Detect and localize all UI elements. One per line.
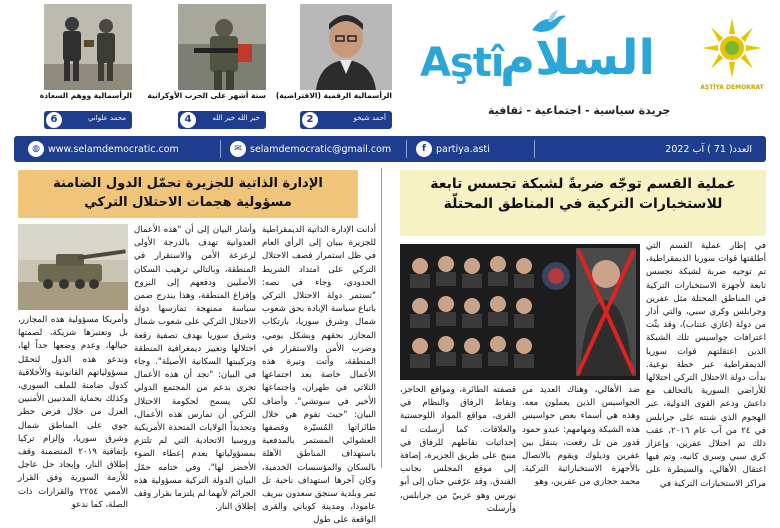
promo-page-number: 4: [180, 112, 196, 128]
promo-card-capitalism-happiness[interactable]: [39, 4, 132, 132]
column-divider: [381, 168, 382, 468]
article-text: وأمريكا مسؤولية هذه المجازر، بل وتعتبرها شريكة، لصمتها حيالها، وعدم وضعها حداً لها، وندعو هذه الدول لتحمّل مسؤولياتهم القانونية والأخلاقية كدول ضامنة للملف السوري، وكذلك بحماية المدنيين الأمنيين العزل من خلال فرض حظر جوي على المناطق شمال وشرق سوريا، وإلزام تركيا بإتفاقية ٢٠١٩ المتضمنة وقف إطلاق النار، وإيجاد حل عاجل للأزمة السورية وفق القرار الأممي ٢٢٥٤ والقرارات ذات الصلة، كما ندعو: [18, 315, 128, 510]
sun-emblem-icon: [700, 14, 764, 84]
promo-author: محمد علواني: [87, 114, 126, 122]
promo-author-bar: [44, 111, 132, 129]
promo-card-ukraine-war[interactable]: [147, 4, 266, 132]
website-link[interactable]: [28, 140, 179, 158]
logo-arabic-text: السلام: [500, 30, 655, 86]
article-left-column-2: [134, 224, 256, 513]
article-text: قصفته الطائرة، ومواقع الحاجز، ونقاط الرفاق والنظام في القرى، مواقع المواد اللوجستية والعلاقات. كما أرسلت له إحداثيات نقاطهم للرفاق في منبج على طريق الجزيرة، إضافة إلى موقع المجلس بجانب الفندق. وقد عرّفني حنان إلى أبو نورس وهو عربيّ من جرابلس، وأرسلت: [400, 385, 516, 514]
article-right-column-3: [400, 384, 516, 514]
newspaper-logo[interactable]: [408, 10, 678, 130]
article-left-column-1: [262, 224, 376, 526]
promo-photo-soldier: [178, 4, 266, 90]
promo-photo-figures: [44, 4, 132, 90]
headline-spy-network[interactable]: عملية القسم توجّه ضربةً لشبكة تجسس تابعة للاستخبارات التركية في المناطق المحتلّة: [400, 170, 766, 236]
newspaper-tagline: جريدة سياسية - اجتماعية - ثقافية: [488, 104, 671, 117]
article-text: وأشار البيان إلى أن "هذه الأعمال العدوانية تهدف بالدرجة الأولى لزعزعة الأمن والاستقرار في المنطقة، وبالتالي ترهيب السكان الأصليين ودفعهم إلى النزوح وإفراغ المنطقة، وهذا يندرج ضمن سياسة ممنهجة تمارسها دولة الاحتلال التركي على شعوب شمال وشرق سوريا بهدف تصفية رقعة احتلالها وتغيير ديمغرافية المنطقة وتركيبتها السكانية الأصيلة". وجاء في البيان: "نجد أن هذه الأعمال تجري بدعم من المجتمع الدولي لكي يسمح لحكومة الاحتلال التركي أن تمارس هذه الأعمال، وتحديداً الولايات المتحدة الأمريكية وروسيا الاتحادية التي لم تلتزم بمسؤولياتها بعدم إعطاء الضوء الأخضر لها". وفي ختامه حمّل البيان الدولة التركية مسؤولية هذه الجرائم لأنهما لم يلتزما بقرار وقف إطلاق النار.: [134, 225, 256, 513]
promo-page-number: 2: [302, 112, 318, 128]
issue-number-date: العدد( 71 ) آب 2022: [665, 143, 752, 155]
email-address: selamdemocratic@gmail.com: [250, 143, 392, 155]
facebook-handle: partiya.asti: [436, 143, 490, 155]
article-text: ضد الأهالي، وهناك العديد من الجواسيس الذين يعملون معه. وهذه هي أسماء بعض جواسيس هذه الشبكة ومهامهم: عبدو حمود قدور من تل رفعت، يتنقل بين عفرين وديلوك ويقوم بالاتصال بالأجهزة الاستخباراتية التركية. محمد حجازي من عفرين، وهو: [522, 385, 640, 488]
facebook-link[interactable]: [416, 140, 490, 158]
globe-icon: ◍: [28, 141, 44, 157]
promo-author: أحمد شيخو: [353, 114, 386, 122]
headline-self-administration[interactable]: الإدارة الذاتية للجزيرة تحمّل الدول الضامنة مسؤولية هجمات الاحتلال التركي: [18, 170, 358, 218]
strip-divider: [406, 140, 407, 158]
strip-divider: [534, 140, 535, 158]
promo-photo-author-portrait: [300, 4, 392, 90]
article-photo-artillery: [18, 224, 128, 310]
article-text: أدانت الإدارة الذاتية الديمقراطية للجزيرة ببيان إلى الرأي العام في ظل استمرار قصف الاحتلال التركي على امتداد الشريط الحدودي، وجاء في نصه: "تستمر دولة الاحتلال التركي باتباع سياسة الإبادة بحق شعوب شمال وشرق سوريا، بارتكاب المجازر بحقهم وبشكل يومي، وضرب الأمن والاستقرار في المنطقة، وأتت وتيرة هذه الأعمال خاصة بعد اجتماعها الثلاثي في طهران، واجتماعها الأخير في سوتشي". وأضاف البيان: "حيث تقوم هي خلال طائراتها المُسيّرة وقصفها العشوائي المستمر بالمدفعية باستهداف المناطق الآهلة بالسكان والمؤسسات الخدمية، وكان آخرها استهداف ناحية تل تمر وبلدية سنجق سعدون ببريف عامودا، ومدينة كوباني والقرى الواقعة على طول: [262, 225, 376, 526]
strip-divider: [220, 140, 221, 158]
promo-title: ستة أشهر على الحرب الأوكرانية: [147, 91, 266, 100]
promo-author-bar: [178, 111, 266, 129]
article-right-column-2: [522, 384, 640, 488]
email-link[interactable]: [230, 140, 391, 158]
issue-info: [665, 140, 752, 158]
promo-card-digital-capitalism[interactable]: [275, 4, 392, 132]
emblem-caption: AŞTÎYA DEMOKRAT: [700, 84, 764, 91]
promo-author-bar: [300, 111, 392, 129]
promo-page-number: 6: [46, 112, 62, 128]
article-right-column-1: [646, 240, 766, 489]
article-photo-spy-network: [400, 244, 640, 380]
contact-strip: [14, 136, 766, 162]
logo-latin-text: Aştî: [420, 40, 504, 86]
article-left-column-3: [18, 314, 128, 510]
masthead: [0, 0, 780, 136]
facebook-icon: f: [416, 141, 432, 157]
email-icon: ✉: [230, 141, 246, 157]
article-text: في إطار عملية القسم التي أطلقتها قوات سوريا الديمقراطية، تم توجيه ضربة لشبكة تجسس تابعة لأجهزة الاستخبارات التركية في المناطق المحتلة مثل عفرين وجرابلس وكري سبي، والتي أدار من دولة (غازي عنتاب)، وقد بثّت اعترافات جواسيس تلك الشبكة الذين اعتقلتهم قوات سوريا الديمقراطية عبر خطة نوعية. بدأت دولة الاحتلال التركي احتلالها للأراضي السورية بالتحالف مع داعش ودعم القوى الدولية، عبر الهجوم الذي شنته على جرابلس في ٢٤ من آب عام ٢٠١٦، عقب ذلك تم احتلال عفرين، وإعزاز كري سبي وسري كانيه، وتم فيها اعتقال الأهالي، والسيطرة على مراكز الاستخبارات التركية في: [646, 241, 766, 489]
promo-title: الرأسمالية ووهم السعادة: [39, 91, 132, 100]
promo-author: خير الله خير الله: [212, 114, 260, 122]
promo-title: الرأسمالية الرقمية (الافتراضية): [275, 91, 392, 100]
party-emblem: [700, 14, 764, 98]
website-url: www.selamdemocratic.com: [48, 143, 179, 155]
